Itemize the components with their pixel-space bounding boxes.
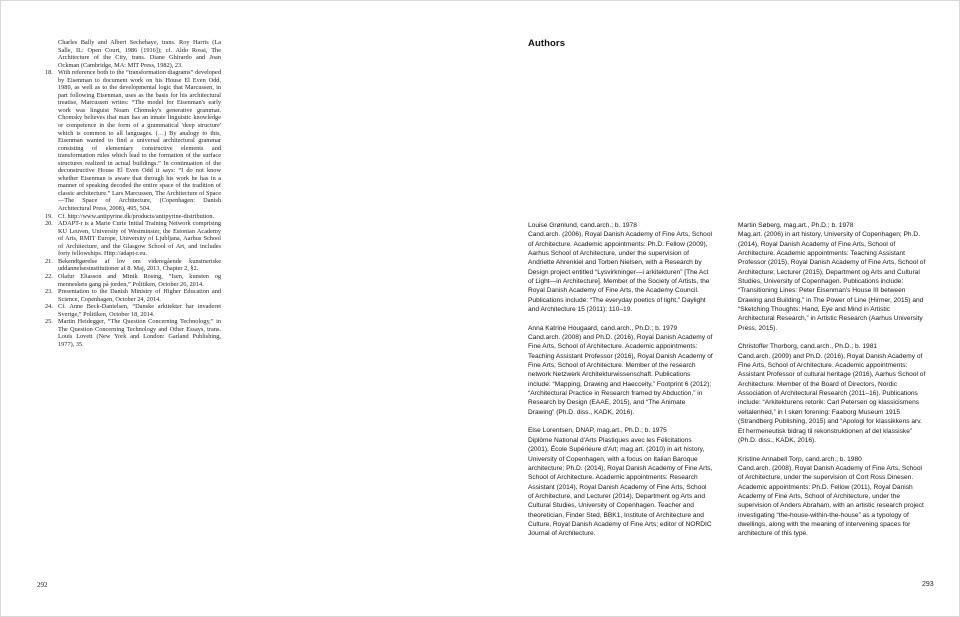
author-bio-text: Cand.arch. (2008), Royal Danish Academy of Fine Arts, School of Architecture, under the supervision of Cort Ross Dinesen. Academic appointments: Ph.D. Fellow (2011), Royal Danish Academy of Fine Arts, School of Architecture, under the supervision of Anders Abraham, with an artistic research project investigating “the-house-within-the-house” as a typology of dwellings, along with the meaning of intervening spaces for architecture of this type. [738,464,924,538]
footnote-text: Cf. Anne Beck-Danielsen, “Danske arkitekter har invaderet Sverige,” Politiken, October 18, 2014. [58,303,221,318]
footnote-item [45,39,221,69]
author-name: Else Lorentsen, DNAP, mag.art., Ph.D.; b. 1975 [528,427,667,435]
footnote-text: Olafur Eliasson and Minik Rosing, “Isen, kunsten og menneskets gang på jorden,” Politiken, October 26, 2014. [58,272,221,288]
footnote-item [45,213,221,221]
footnote-number: 25. [45,318,53,326]
footnote-item [45,318,221,348]
author-name: Martin Søberg, mag.art., Ph.D.; b. 1978 [738,222,854,229]
footnote-number: 22. [45,272,53,280]
footnote-number: 23. [45,288,53,296]
author-name: Louise Grønlund, cand.arch.; b. 1978 [528,222,637,229]
footnote-number: 18. [45,69,53,77]
footnote-text: ADAPT-r is a Marie Curie Initial Training Network comprising KU Leuven, University of Westminster, the Estonian Academy of Arts, RMIT Europe, University of Ljubljana, Aarhus School of Architecture, and the Glasgow School of Art, and includes forty fellowships. Http://adapt-r.eu. [58,220,221,258]
footnote-number: 20. [45,220,53,228]
author-bio [738,342,926,445]
endnotes-column [45,39,221,348]
footnote-text: Martin Heidegger, “The Question Concerning Technology,” in The Question Concerning Technology and Other Essays, trans. Louis Lovett (New York and London: Garland Publishing, 1977), 35. [58,318,221,348]
footnote-text: Bekendtgørelse af lov om videregående kunstneriske uddannelsesinstitutioner af 8. Maj, 2013, Chapter 2, §2. [58,257,221,273]
footnote-item [45,303,221,318]
footnote-item [45,273,221,288]
author-bio [738,455,926,539]
footnote-item [45,220,221,258]
footnote-item [45,69,221,212]
footnote-item [45,258,221,273]
author-name: Christoffer Thorborg, cand.arch., Ph.D.; b. 1981 [738,343,878,351]
page-number-right: 293 [922,581,934,588]
author-bio [738,221,926,333]
footnote-item [45,288,221,303]
author-bio [528,324,713,417]
author-bio-text: Mag.art. (2006) in art history, University of Copenhagen; Ph.D. (2014), Royal Danish Academy of Fine Arts, School of Architecture. Academic appointments: Teaching Assistant Professor (2015), Royal Danish Academy of Fine Arts, School of Architecture; Lecturer (2015), Department og Arts and Cultural Studies, University of Copenhagen. Publications include: “Transitioning Lines: Peter Eisenman's House III between Drawing and Building,” in The Power of Line (Hirmer, 2015) and “Sketching Thoughts: Hand, Eye and Mind in Artistic Architectural Research,” in Artistic Research (Aarhus University Press, 2015). [738,231,926,332]
footnote-number: 24. [45,303,53,311]
footnote-text: Cf. http://www.antipyrine.dk/products/antipyrine-distribution. [58,212,215,220]
footnote-number: 21. [45,257,53,265]
author-bio-text: Cand.arch. (2006), Royal Danish Academy of Fine Arts, School of Architecture. Academic appointments: Ph.D. Fellow (2009), Aarhus School of Architecture, under the supervision of Andriette Ahrenkiel and Torben Nielsen, with a Research by Design project entitled “Lysvirkninger—i arkitekturen” [The Act of Light—in Architecture]. Member of the Society of Artists, the Royal Danish Academy of Fine Arts, the Academy Council. Publications include: “The everyday poetics of light,” Daylight and Architecture 15 (2011): 110–19. [528,231,712,314]
author-bio-text: Diplôme National d'Arts Plastiques avec les Félicitations (2001), École Supérieure d'Art; mag.art. (2010) in art history, University of Copenhagen, with a focus on Italian Baroque architecture; Ph.D. (2014), Royal Danish Academy of Fine Arts, School of Architecture. Academic appointments: Research Assistant (2014), Royal Danish Academy of Fine Arts, School of Architecture, and Lecturer (2014), Department og Arts and Cultural Studies, University of Copenhagen. Teacher and theoretician, Finder Sted, BBK1, Institute of Architecture and Culture, Royal Danish Academy of Fine Arts; editor of NORDIC Journal of Architecture. [528,436,713,538]
authors-column-left [528,221,713,548]
author-name: Anna Katrine Hougaard, cand.arch., Ph.D.; b. 1979 [528,324,678,332]
authors-column-right [738,221,926,548]
author-bio [528,221,713,314]
author-name: Kristine Annabell Torp, cand.arch.; b. 1980 [738,455,862,463]
footnote-text: With reference both to the “transformation diagrams” developed by Eisenman to document work on his House El Even Odd, 1980, as well as to the developmental logic that Marcussen, in part following Eisenman, uses as the basis for his architectural treatise, Marcussen writes: “The model for Eisenman's early work was linguist Noam Chomsky's generative grammar. Chomsky believes that man has an innate linguistic knowledge or competence in the form of a grammatical 'deep structure' which is common to all languages. (…) By analogy to this, Eisenman wanted to find a universal architectural grammar consisting of elementary constructive elements and transformation rules which lead to the formation of the surface structures realized in actual buildings.” In continuation of the deconstructive House El Even Odd it says: “I do not know whether Eisenman is aware that through his work he has in a manner of speaking decoded the entire space of the tradition of classic architecture.” Lars Marcussen, The Architecture of Space—The Space of Architecture, (Copenhagen: Danish Architectural Press, 2008), 495, 504. [58,69,222,213]
author-bio [528,426,713,538]
page-number-left: 292 [37,581,48,589]
author-bio-text: Cand.arch. (2008) and Ph.D. (2016), Royal Danish Academy of Fine Arts, School of Architecture. Academic appointments: Teaching Assistant Professor (2016), Royal Danish Academy of Fine Arts, School of Architecture. Member of the research network Netzwerk Architekturwissenschaft. Publications include: “Mapping, Drawing and Haecceity,” Footprint 6 (2012); “Architectural Practice in Research framed by Abduction,” in Research by Design (EAAE, 2015), and “The Animate Drawing” (Ph.D. diss., KADK, 2016). [528,334,713,416]
footnote-text: Presentation to the Danish Ministry of Higher Education and Science, Copenhagen, October 24, 2014. [58,288,221,303]
footnote-number: 19. [45,212,53,220]
author-bio-text: Cand.arch. (2009) and Ph.D. (2016), Royal Danish Academy of Fine Arts, School of Architecture. Academic appointments: Assistant Professor of cultural heritage (2016), Aarhus School of Architecture. Member of the Board of Directors, Nordic Association of Architectural Research (2011–16). Publications include: “Arkitekturens retorik: Carl Petersen og klassicismens veltalenhed,” in I skøn forening: Faaborg Museum 1915 (Strandberg Publishing, 2015) and “Apologi for klassikkens arv. Et hermeneutisk bidrag til rekonstruktionen af det klassiske” (Ph.D. diss., KADK, 2016). [738,352,926,444]
page-title: Authors [528,38,566,49]
footnote-text: Charles Bally and Albert Sechehaye, trans. Roy Harris (La Salle, IL: Open Court, 1986 [1916]); cf. Aldo Rossi, The Architecture of the City, trans. Diane Ghirardo and Joan Ockman (Cambridge, MA: MIT Press, 1982), 23. [58,39,221,69]
